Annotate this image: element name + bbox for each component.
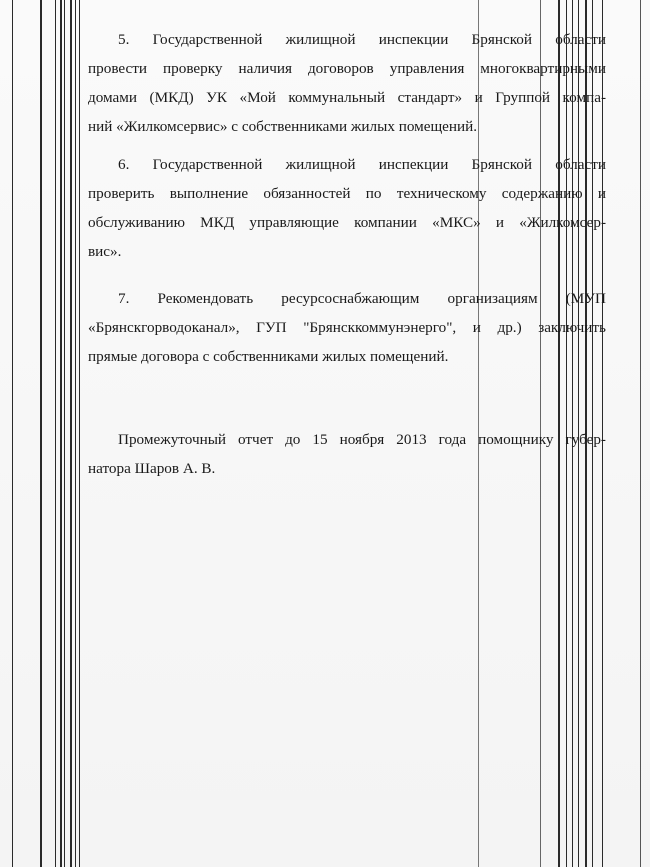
paragraph-interim-report — [88, 425, 606, 483]
text-line: натора Шаров А. В. — [88, 460, 216, 477]
text-line: обслуживанию МКД управляющие компании «МКС» и «Жилкомсер- — [88, 214, 606, 231]
scan-line — [640, 0, 641, 867]
text-line: Промежуточный отчет до 15 ноября 2013 года помощнику губер- — [118, 431, 606, 448]
scan-line — [12, 0, 13, 867]
text-line: домами (МКД) УК «Мой коммунальный стандарт» и Группой компа- — [88, 89, 606, 106]
text-line: 7. Рекомендовать ресурсоснабжающим организациям (МУП — [118, 290, 606, 307]
scan-line — [40, 0, 42, 867]
scan-line — [55, 0, 56, 867]
text-line: провести проверку наличия договоров управления многоквартирными — [88, 60, 606, 77]
text-line: «Брянскгорводоканал», ГУП "Брянсккоммунэнерго", и др.) заключить — [88, 319, 606, 336]
scan-line — [60, 0, 62, 867]
text-line: вис». — [88, 243, 122, 260]
scan-line — [79, 0, 80, 867]
paragraph-item-6 — [88, 150, 606, 266]
text-line: 6. Государственной жилищной инспекции Брянской области — [118, 156, 606, 173]
scan-line — [75, 0, 76, 867]
scan-line — [70, 0, 72, 867]
paragraph-item-7 — [88, 284, 606, 371]
text-line: прямые договора с собственниками жилых помещений. — [88, 348, 449, 365]
text-line: ний «Жилкомсервис» с собственниками жилых помещений. — [88, 118, 478, 135]
text-line: 5. Государственной жилищной инспекции Брянской области — [118, 31, 606, 48]
text-line: проверить выполнение обязанностей по техническому содержанию и — [88, 185, 606, 202]
paragraph-item-5 — [88, 25, 606, 141]
scan-line — [64, 0, 65, 867]
